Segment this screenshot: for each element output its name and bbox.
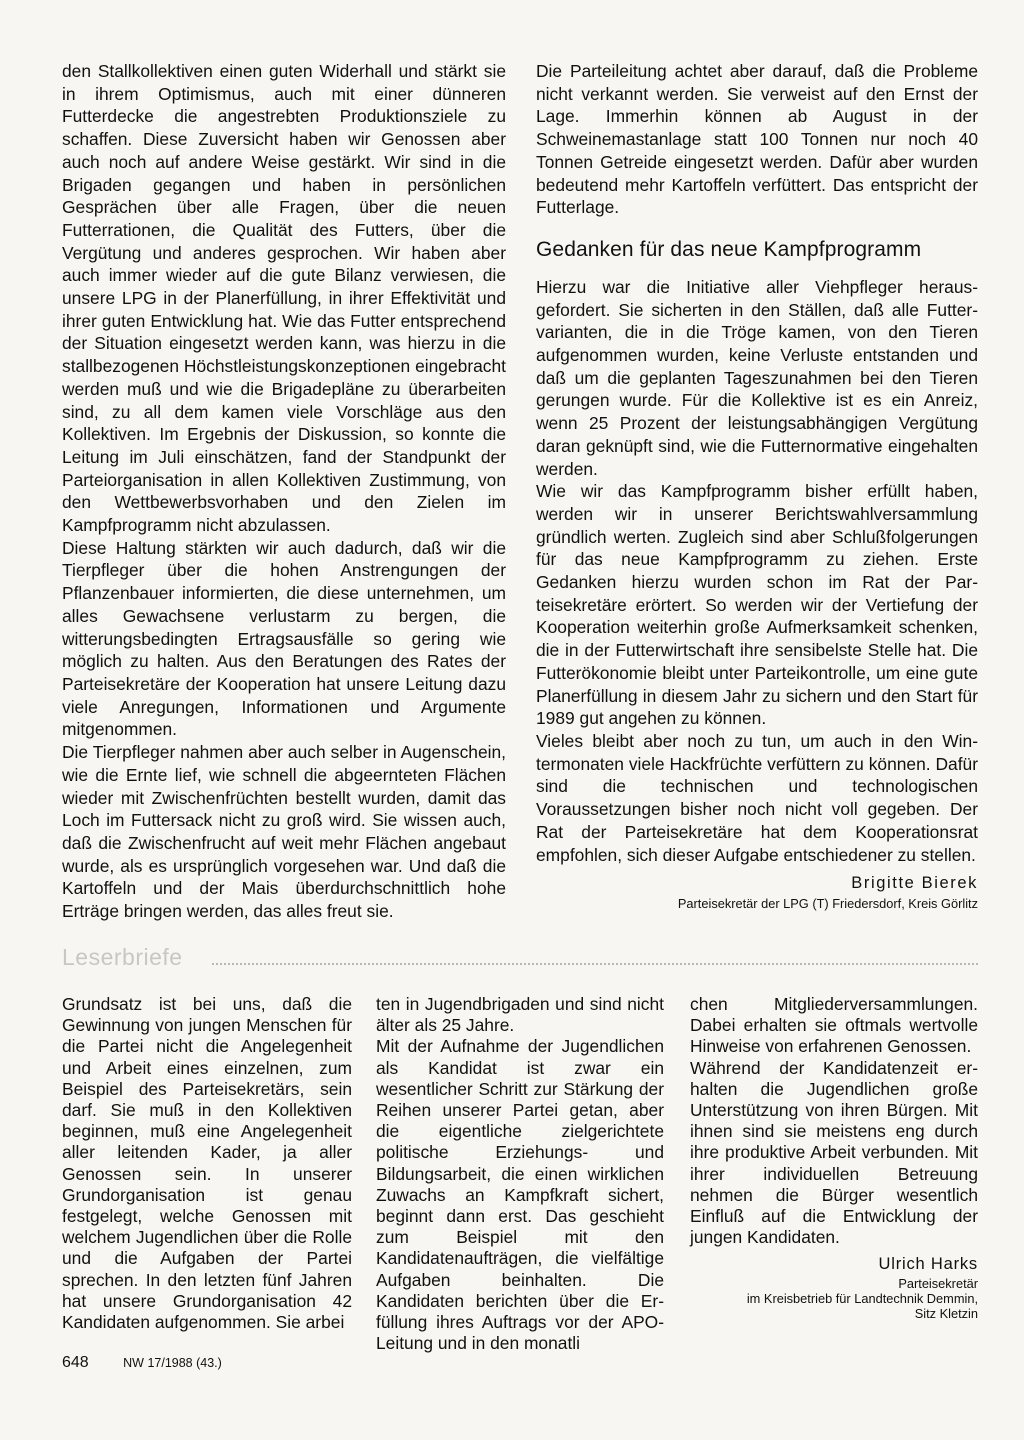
letter-column-3 [690, 994, 978, 1321]
letter-author-workplace: im Kreisbetrieb für Landtechnik Demmin, [746, 1290, 978, 1306]
section-divider [212, 963, 978, 965]
letter-author-signature: Ulrich Harks [878, 1255, 978, 1274]
article-column-right [536, 60, 978, 913]
letter-author-location: Sitz Kletzin [914, 1305, 978, 1321]
letters-section-title: Leserbriefe [62, 944, 183, 970]
article-paragraph: Die Tierpfleger nahmen aber auch selber in Augenschein, wie die Ernte lief, wie schnell die abgeernteten Flächen wieder mit Zwischenfrüchten bestellt wurden, damit das Loch im Futtersack nicht zu groß wird. Sie wissen auch, daß die Zwischenfrucht auf weit mehr Flächen angebaut wurde, als es ursprünglich vorgesehen war. Und daß die Kartoffeln und der Mais überdurchschnittlich hohe Erträge bringen werden, das alles freut sie. [62, 742, 506, 922]
article-paragraph: Die Parteileitung achtet aber darauf, daß die Probleme nicht verkannt werden. Sie verweist auf den Ernst der Lage. Immerhin können ab August in der Schweinemastanlage statt 100 Tonnen nur noch 40 Tonnen Getreide eingesetzt werden. Dafür aber wurden bedeutend mehr Kartoffeln verfüttert. Das entspricht der Futterlage. [536, 61, 978, 218]
article-paragraph: den Stallkollektiven einen guten Widerhall und stärkt sie in ihrem Optimismus, auch mit einer dünneren Futterdecke die angestrebten Produktionsziele zu schaffen. Diese Zuversicht haben wir Genossen aber auch noch auf andere Weise gestärkt. Wir sind in die Brigaden gegangen und haben in persönlichen Gesprächen über alle Fragen, über die neuen Futterrationen, die Qualität des Futters, über die Vergütung und anderes gesprochen. Wir haben aber auch immer wieder auf die gute Bilanz verwiesen, die unsere LPG in der Planerfüllung, in ihrer Effektivität und ihrer guten Entwicklung hat. Wie das Futter entsprechend der Situation eingesetzt werden kann, was hierzu in die stallbezogenen Höchstleistungskonzeptionen eingebracht werden muß und wie die Brigadepläne zu überarbeiten sind, zu all dem kamen viele Vorschläge aus den Kollektiven. Im Ergebnis der Diskussion, so konnte die Leitung im Juli einschätzen, fand der Standpunkt der Parteiorganisation in allen Kollektiven Zustimmung, von den Wettbewerbsvorhaben und den Zielen im Kampfprogramm nicht abzulassen. [62, 61, 506, 536]
article-paragraph: Vieles bleibt aber noch zu tun, um auch in den Wintermonaten viele Hackfrüchte verfüttern zu können. Dafür sind die technischen und technologischen Voraussetzungen bisher noch nicht voll gegeben. Der Rat der Parteisekretäre hat dem Kooperationsrat empfohlen, sich dieser Aufgabe entschiedener zu stellen. [536, 730, 978, 865]
letter-column-2 [376, 994, 664, 1354]
letter-author-role: Parteisekretär [898, 1275, 978, 1291]
author-role: Parteisekretär der LPG (T) Friedersdorf, Kreis Görlitz [677, 895, 978, 911]
letter-column-1 [62, 994, 352, 1333]
article-paragraph: Hierzu war die Initiative aller Viehpfleger herausgefordert. Sie sicherten in den Ställen, daß alle Futtervarianten, die in die Tröge kamen, von den Tieren aufgenommen wurden, keine Verluste entstanden und daß um die geplanten Tageszunahmen bei den Tieren gerungen wurde. Für die Kollektive ist es ein Anreiz, wenn 25 Prozent der leistungsabhängigen Vergütung daran geknüpft sind, wie die Futternormative eingehalten werden. [536, 276, 978, 479]
letter-paragraph: Mit der Aufnahme der Jugendlichen als Kandidat ist zwar ein wesentlicher Schritt zur Stärkung der Reihen unserer Partei getan, aber die eigentliche zielgerichtete politische Erziehungs- und Bildungsarbeit, die einen wirklichen Zuwachs an Kampfkraft sichert, beginnt dann erst. Das geschieht zum Beispiel mit den Kandidatenaufträgen, die vielfältige Aufgaben beinhalten. Die Kandidaten berichten über die Erfüllung ihres Auftrags vor der APO-Leitung und in den monatli [376, 1036, 664, 1354]
letter-paragraph: chen Mitgliederversammlungen. Dabei erhalten sie oftmals wertvolle Hinweise von erfahrenen Genossen. [690, 994, 978, 1057]
article-paragraph: Diese Haltung stärkten wir auch dadurch, daß wir die Tierpfleger über die hohen Anstrengungen der Pflanzenbauer informierten, die diese unternehmen, um alles Gewachsene verlustarm zu bergen, die witterungsbedingten Ertragsausfälle so gering wie möglich zu halten. Aus den Beratungen des Rates der Parteisekretäre der Kooperation hat unsere Leitung dazu viele Anregungen, Informationen und Argumente mitgenommen. [62, 537, 506, 740]
letters-section-header [62, 944, 978, 978]
letter-paragraph: Während der Kandidatenzeit erhalten die Jugendlichen große Unterstützung von ihren Bürgen. Mit ihnen sind sie meistens eng durch ihre produktive Arbeit verbunden. Mit ihrer individuellen Betreuung nehmen die Bürger wesentlich Einfluß auf die Entwicklung der jungen Kandidaten. [690, 1057, 978, 1248]
issue-label: NW 17/1988 (43.) [123, 1356, 222, 1370]
letter-paragraph: ten in Jugendbrigaden und sind nicht älter als 25 Jahre. [376, 994, 664, 1036]
section-heading: Gedanken für das neue Kampfprogramm [536, 237, 922, 261]
page-footer [62, 1354, 222, 1372]
article-column-left [62, 60, 506, 923]
author-signature: Brigitte Bierek [851, 874, 978, 893]
letter-paragraph: Grundsatz ist bei uns, daß die Gewinnung von jungen Menschen für die Partei nicht die Angelegenheit und Arbeit eines einzelnen, zum Beispiel des Parteisekretärs, sein darf. Sie muß in den Kollektiven beginnen, muß eine Angelegenheit aller leitenden Kader, ja aller Genossen sein. In unserer Grundorganisation ist genau festgelegt, welche Genossen mit welchem Jugendlichen über die Rolle und die Aufgaben der Partei sprechen. In den letzten fünf Jahren hat unsere Grundorganisation 42 Kandidaten aufgenommen. Sie arbei [62, 994, 352, 1333]
page-number: 648 [62, 1354, 89, 1371]
article-paragraph: Wie wir das Kampfprogramm bisher erfüllt haben, werden wir in unserer Berichtswahlversammlung gründlich werten. Zugleich sind aber Schlußfolgerungen für das neue Kampfprogramm zu ziehen. Erste Gedanken hierzu wurden schon im Rat der Parteisekretäre erörtert. So werden wir der Vertiefung der Kooperation weiterhin große Aufmerksamkeit schenken, die in der Futterwirtschaft ihre sensibelste Stelle hat. Die Futterökonomie bleibt unter Parteikontrolle, um eine gute Planerfüllung in diesem Jahr zu sichern und den Start für 1989 gut angehen zu können. [536, 481, 978, 729]
